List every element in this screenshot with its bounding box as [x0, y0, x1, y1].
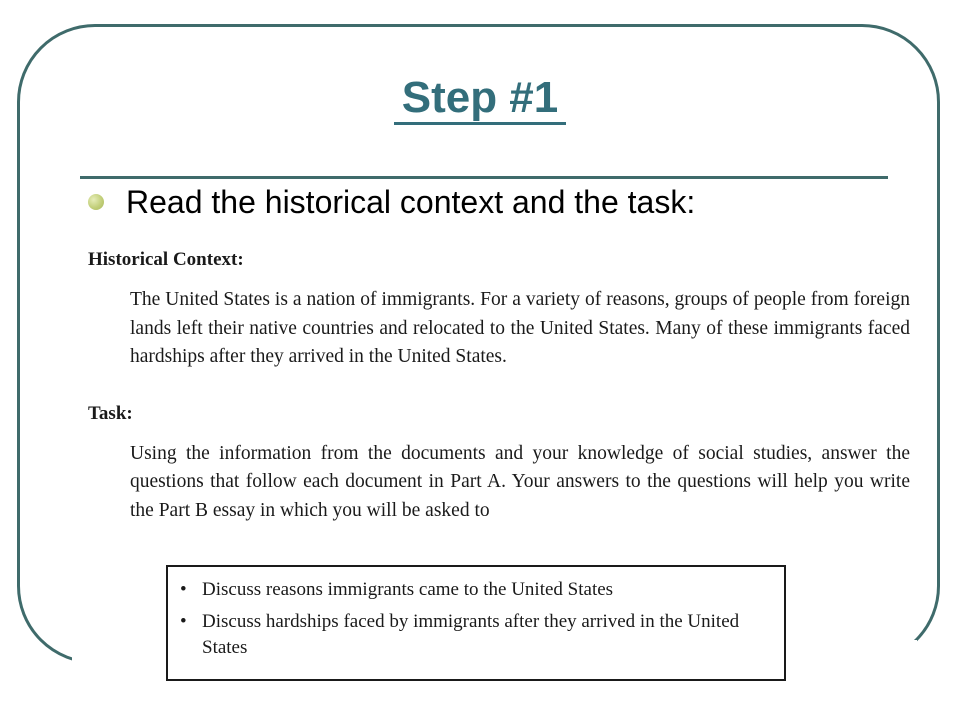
scanned-document: [88, 248, 918, 525]
task-bullet-icon: •: [180, 579, 187, 600]
task-heading: Task:: [88, 402, 133, 424]
title-divider: [80, 176, 888, 179]
task-item: [180, 577, 784, 603]
task-paragraph: Using the information from the documents and your knowledge of social studies, answer the questions that follow each document in Part A. Your answers to the questions will help you write the Part B essay in which you will be asked to: [130, 442, 910, 521]
bullet-item: [88, 180, 695, 224]
bullet-text: Read the historical context and the task:: [126, 183, 696, 220]
historical-context-paragraph: The United States is a nation of immigrants. For a variety of reasons, groups of people from foreign lands left their native countries and relocated to the United States. Many of these immigrants faced hardships after they arrived in the United States.: [130, 289, 910, 367]
historical-context-heading: Historical Context:: [88, 249, 244, 270]
task-bullet-icon: •: [180, 611, 187, 632]
slide-title: [0, 72, 960, 125]
task-items-box: [166, 565, 786, 681]
task-item-text: Discuss hardships faced by immigrants after they arrived in the United States: [202, 611, 740, 658]
slide-title-text: Step #1: [394, 74, 567, 125]
task-item-text: Discuss reasons immigrants came to the United States: [202, 579, 614, 600]
bullet-dot-icon: [88, 194, 104, 210]
task-item: [180, 609, 784, 661]
